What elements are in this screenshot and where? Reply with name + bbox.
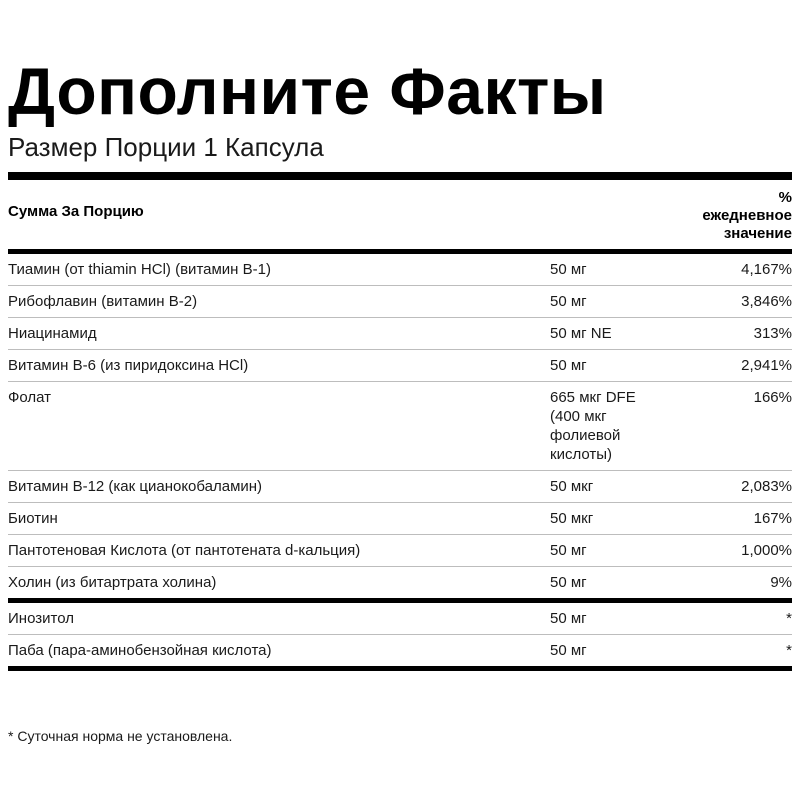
nutrient-row-niacinamide xyxy=(8,318,792,349)
thick-divider xyxy=(8,172,792,180)
nutrient-amount: 665 мкг DFE (400 мкг фолиевой кислоты) xyxy=(550,389,636,463)
nutrient-name: Тиамин (от thiamin HCl) (витамин B-1) xyxy=(8,261,271,278)
nutrient-amount: 50 мг xyxy=(550,642,587,659)
nutrient-name: Фолат xyxy=(8,389,52,406)
nutrient-name: Холин (из битартрата холина) xyxy=(8,574,217,591)
daily-value-header-line1: % xyxy=(778,189,792,206)
other-ingredients-list xyxy=(8,603,792,666)
nutrient-daily-value: 4,167% xyxy=(741,261,792,278)
amount-per-serving-header: Сумма За Порцию xyxy=(8,203,144,220)
nutrient-daily-value: 2,941% xyxy=(741,357,792,374)
nutrient-row-vitamin-b6 xyxy=(8,350,792,381)
panel-title: Дополните Факты xyxy=(8,54,607,128)
nutrient-name: Витамин B-12 (как цианокобаламин) xyxy=(8,478,263,495)
daily-value-header-line3: значение xyxy=(723,225,792,242)
nutrient-amount: 50 мг xyxy=(550,542,587,559)
supplement-facts-panel xyxy=(8,56,792,671)
nutrient-row-folate xyxy=(8,382,792,470)
nutrient-amount: 50 мг xyxy=(550,261,587,278)
nutrient-daily-value: * xyxy=(786,642,792,659)
nutrient-amount: 50 мг NE xyxy=(550,325,612,342)
nutrient-name: Инозитол xyxy=(8,610,74,627)
nutrient-row-choline xyxy=(8,567,792,598)
nutrient-daily-value: 1,000% xyxy=(741,542,792,559)
nutrient-name: Биотин xyxy=(8,510,58,527)
nutrient-row-riboflavin xyxy=(8,286,792,317)
nutrient-amount: 50 мг xyxy=(550,610,587,627)
nutrient-row-paba xyxy=(8,635,792,666)
nutrient-amount: 50 мкг xyxy=(550,510,594,527)
daily-value-header-line2: ежедневное xyxy=(702,207,792,224)
nutrient-row-inositol xyxy=(8,603,792,634)
nutrient-daily-value: 2,083% xyxy=(741,478,792,495)
nutrient-row-pantothenic-acid xyxy=(8,535,792,566)
nutrient-daily-value: * xyxy=(786,610,792,627)
nutrient-row-thiamin xyxy=(8,254,792,285)
daily-value-header xyxy=(702,189,792,243)
bottom-divider xyxy=(8,666,792,671)
nutrient-name: Паба (пара-аминобензойная кислота) xyxy=(8,642,272,659)
nutrient-daily-value: 3,846% xyxy=(741,293,792,310)
nutrient-amount: 50 мг xyxy=(550,574,587,591)
nutrient-name: Ниацинамид xyxy=(8,325,97,342)
nutrient-daily-value: 313% xyxy=(753,325,792,342)
nutrient-list xyxy=(8,254,792,598)
nutrient-daily-value: 166% xyxy=(753,389,792,406)
nutrient-amount: 50 мкг xyxy=(550,478,594,495)
serving-size: Размер Порции 1 Капсула xyxy=(8,132,324,162)
nutrient-name: Витамин B-6 (из пиридоксина HCl) xyxy=(8,357,249,374)
nutrient-row-biotin xyxy=(8,503,792,534)
nutrient-row-vitamin-b12 xyxy=(8,471,792,502)
nutrient-daily-value: 9% xyxy=(770,574,792,591)
nutrient-amount: 50 мг xyxy=(550,357,587,374)
nutrient-name: Рибофлавин (витамин B-2) xyxy=(8,293,198,310)
nutrient-name: Пантотеновая Кислота (от пантотената d-кальция) xyxy=(8,542,361,559)
footnote: * Суточная норма не установлена. xyxy=(8,728,233,744)
column-header-row xyxy=(8,180,792,249)
nutrient-daily-value: 167% xyxy=(753,510,792,527)
nutrient-amount: 50 мг xyxy=(550,293,587,310)
